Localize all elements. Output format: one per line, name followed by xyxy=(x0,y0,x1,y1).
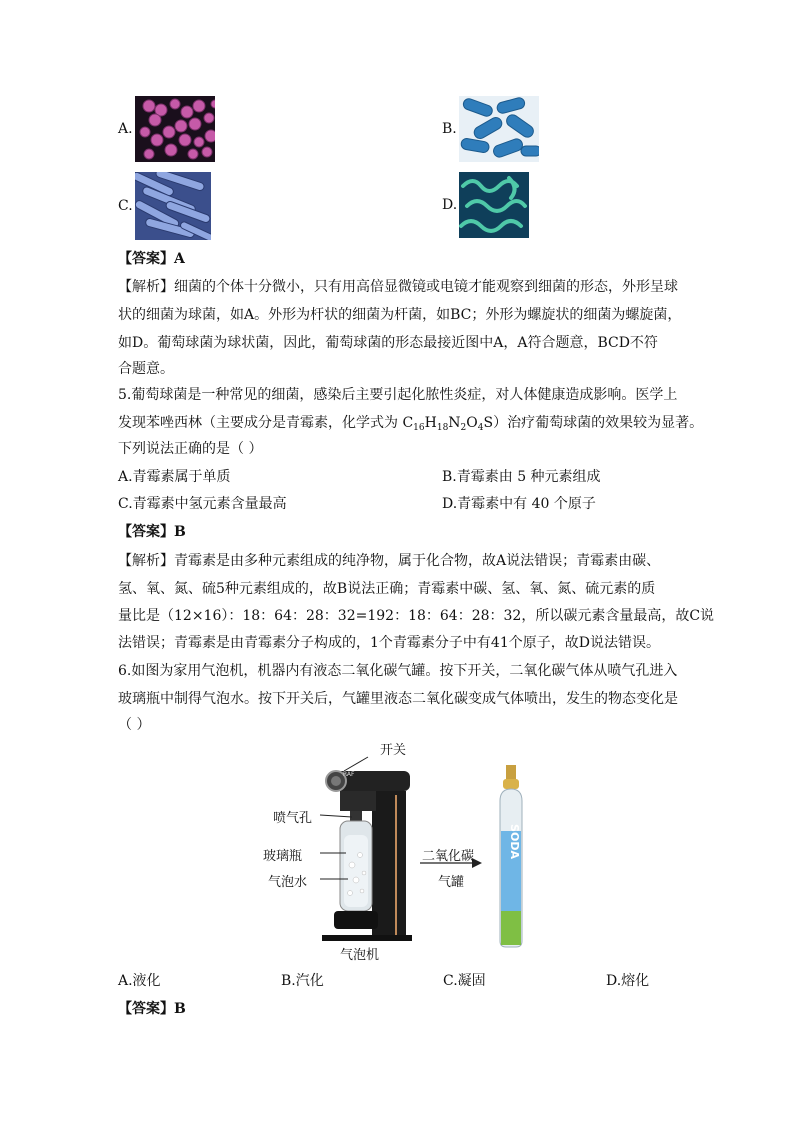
formula-element: N xyxy=(448,415,461,431)
arrow-top-label: 二氧化碳 xyxy=(422,849,475,864)
q6-stem: （ ） xyxy=(118,717,151,733)
q4-analysis-line: 合题意。 xyxy=(118,361,174,377)
option-c[interactable] xyxy=(118,172,211,240)
q6-stem: 玻璃瓶中制得气泡水。按下开关后，气罐里液态二氧化碳变成气体喷出，发生的物态变化是 xyxy=(118,691,678,707)
q5-answer: 【答案】B xyxy=(118,524,186,540)
water-label: 气泡水 xyxy=(268,875,308,890)
q5-analysis-line: 量比是（12×16）：18：64：28：32=192：18：64：28：32，所以碳元素含量最高，故C说 xyxy=(118,608,715,624)
q4-analysis-line: 【解析】细菌的个体十分微小，只有用高倍显微镜或电镜才能观察到细菌的形态，外形呈球 xyxy=(118,279,678,295)
q6-option-c[interactable]: C.凝固 xyxy=(443,973,486,989)
option-d-label: D. xyxy=(442,197,458,213)
bottle-label: 玻璃瓶 xyxy=(263,849,303,864)
q4-analysis-line: 如D。葡萄球菌为球状菌，因此，葡萄球菌的形态最接近图中A，A符合题意，BCD不符 xyxy=(118,335,658,351)
q6-answer: 【答案】B xyxy=(118,1001,186,1017)
q4-answer: 【答案】A xyxy=(118,251,185,267)
option-a[interactable] xyxy=(118,96,221,162)
formula-sub: 4 xyxy=(477,423,484,433)
q5-analysis-line: 【解析】青霉素是由多种元素组成的纯净物，属于化合物，故A说法错误；青霉素由碳、 xyxy=(118,553,661,569)
formula-sub: 18 xyxy=(436,423,449,433)
nozzle-label: 喷气孔 xyxy=(273,811,313,826)
option-b[interactable] xyxy=(442,96,539,162)
option-d[interactable] xyxy=(442,172,529,238)
q5-option-c[interactable]: C.青霉素中氢元素含量最高 xyxy=(118,496,287,512)
q6-option-a[interactable]: A.液化 xyxy=(118,973,161,989)
formula-sub: 2 xyxy=(460,423,467,433)
cocci-image xyxy=(135,96,221,162)
machine-label: 气泡机 xyxy=(340,948,380,963)
formula-element: O xyxy=(466,415,478,431)
switch-label: 开关 xyxy=(380,743,407,758)
q5-option-d[interactable]: D.青霉素中有 40 个原子 xyxy=(442,496,596,512)
arrow-bottom-label: 气罐 xyxy=(438,875,465,890)
formula-element: S xyxy=(483,415,494,431)
spirilla-image xyxy=(459,172,529,238)
soda-brand: SODA xyxy=(507,824,521,859)
q5-option-b[interactable]: B.青霉素由 5 种元素组成 xyxy=(442,469,601,485)
q5-stem-text: 发现苯唑西林（主要成分是青霉素，化学式为 C xyxy=(118,415,414,431)
q6-stem: 6.如图为家用气泡机，机器内有液态二氧化碳气罐。按下开关，二氧化碳气体从喷气孔进入 xyxy=(118,663,678,679)
q5-stem: 5.葡萄球菌是一种常见的细菌，感染后主要引起化脓性炎症，对人体健康造成影响。医学上 xyxy=(118,387,678,403)
option-c-label: C. xyxy=(118,198,133,214)
bacilli-image xyxy=(459,96,539,162)
q5-analysis-line: 法错误；青霉素是由青霉素分子构成的，1个青霉素分子中有41个原子，故D说法错误。 xyxy=(118,635,660,651)
formula-sub: 16 xyxy=(413,423,425,433)
option-b-label: B. xyxy=(442,121,457,137)
q6-option-d[interactable]: D.熔化 xyxy=(606,973,650,989)
q5-option-a[interactable]: A.青霉素属于单质 xyxy=(118,469,231,485)
rods-image xyxy=(135,172,211,240)
machine-logo: RAF xyxy=(343,771,355,778)
q5-analysis-line: 氢、氧、氮、硫5种元素组成的，故B说法正确；青霉素中碳、氢、氧、氮、硫元素的质 xyxy=(118,581,656,597)
q5-stem-text: ）治疗葡萄球菌的效果较为显著。 xyxy=(493,415,704,431)
formula-element: H xyxy=(424,415,437,431)
q4-analysis-line: 状的细菌为球菌，如A。外形为杆状的细菌为杆菌，如BC；外形为螺旋状的细菌为螺旋菌， xyxy=(118,307,682,323)
q6-option-b[interactable]: B.汽化 xyxy=(281,973,324,989)
q5-stem: 下列说法正确的是（ ） xyxy=(118,441,263,457)
option-a-label: A. xyxy=(118,121,133,137)
